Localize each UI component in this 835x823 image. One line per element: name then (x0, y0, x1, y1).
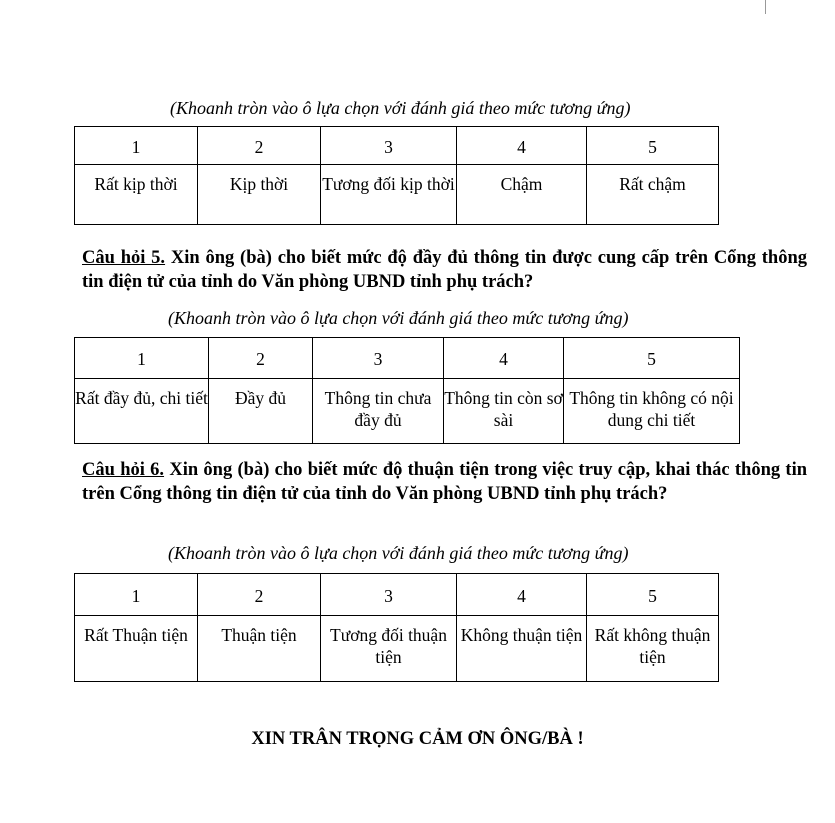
question-6 (82, 458, 807, 506)
option-label[interactable]: Kịp thời (198, 165, 321, 225)
scale-number-1[interactable]: 1 (75, 338, 209, 379)
option-label[interactable]: Tương đối kịp thời (321, 165, 457, 225)
question-5 (82, 246, 807, 294)
question-label: Câu hỏi 6. (82, 460, 165, 480)
scale-number-2[interactable]: 2 (198, 127, 321, 165)
scale-number-4[interactable]: 4 (444, 338, 564, 379)
instruction-text-1: (Khoanh tròn vào ô lựa chọn với đánh giá theo mức tương ứng) (170, 98, 631, 118)
scale-number-2[interactable]: 2 (209, 338, 313, 379)
scale-number-2[interactable]: 2 (198, 574, 321, 616)
option-label[interactable]: Thông tin chưa đầy đủ (313, 379, 444, 444)
instruction-text-2: (Khoanh tròn vào ô lựa chọn với đánh giá theo mức tương ứng) (168, 308, 629, 328)
option-label[interactable]: Thuận tiện (198, 616, 321, 682)
scale-number-1[interactable]: 1 (75, 127, 198, 165)
question-text: Xin ông (bà) cho biết mức độ đầy đủ thông tin được cung cấp trên Cổng thông tin điện tử của tỉnh do Văn phòng UBND tỉnh phụ trách? (82, 248, 808, 292)
scale-number-3[interactable]: 3 (321, 574, 457, 616)
option-label[interactable]: Đầy đủ (209, 379, 313, 444)
option-label[interactable]: Rất Thuận tiện (75, 616, 198, 682)
scale-number-4[interactable]: 4 (457, 574, 587, 616)
page-edge-marker (765, 0, 766, 14)
scale-number-4[interactable]: 4 (457, 127, 587, 165)
scale-number-3[interactable]: 3 (321, 127, 457, 165)
option-label[interactable]: Chậm (457, 165, 587, 225)
scale-number-5[interactable]: 5 (564, 338, 740, 379)
option-label[interactable]: Rất không thuận tiện (587, 616, 719, 682)
option-label[interactable]: Rất chậm (587, 165, 719, 225)
rating-table-1 (74, 126, 719, 225)
option-label[interactable]: Rất kịp thời (75, 165, 198, 225)
rating-table-2 (74, 337, 740, 444)
instruction-text-3: (Khoanh tròn vào ô lựa chọn với đánh giá theo mức tương ứng) (168, 543, 629, 563)
option-label[interactable]: Không thuận tiện (457, 616, 587, 682)
question-label: Câu hỏi 5. (82, 248, 166, 268)
option-label[interactable]: Thông tin không có nội dung chi tiết (564, 379, 740, 444)
question-text: Xin ông (bà) cho biết mức độ thuận tiện trong việc truy cập, khai thác thông tin trên Cổng thông tin điện tử của tỉnh do Văn phòng UBND tỉnh phụ trách? (82, 460, 807, 504)
closing-message: XIN TRÂN TRỌNG CẢM ƠN ÔNG/BÀ ! (251, 729, 584, 749)
scale-number-1[interactable]: 1 (75, 574, 198, 616)
rating-table-3 (74, 573, 719, 682)
option-label[interactable]: Tương đối thuận tiện (321, 616, 457, 682)
scale-number-3[interactable]: 3 (313, 338, 444, 379)
option-label[interactable]: Thông tin còn sơ sài (444, 379, 564, 444)
scale-number-5[interactable]: 5 (587, 127, 719, 165)
scale-number-5[interactable]: 5 (587, 574, 719, 616)
option-label[interactable]: Rất đầy đủ, chi tiết (75, 379, 209, 444)
